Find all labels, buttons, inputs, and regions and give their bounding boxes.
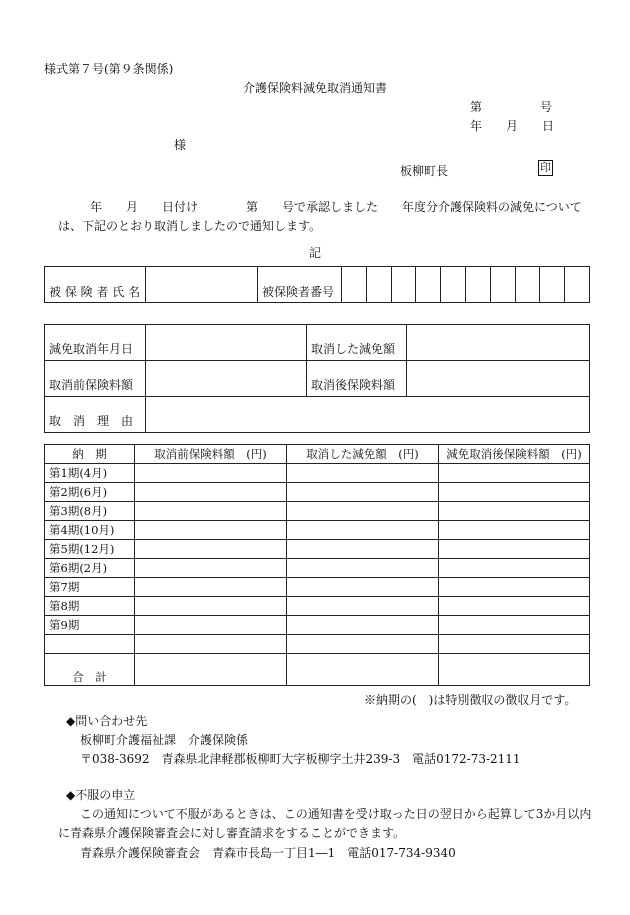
- digit-box[interactable]: [465, 267, 490, 303]
- digit-box[interactable]: [391, 267, 416, 303]
- document-number: [470, 98, 552, 115]
- number-label: 第: [470, 100, 483, 114]
- number-suffix: 号: [540, 100, 553, 114]
- insured-info-table: [44, 266, 590, 303]
- table-row: [45, 616, 590, 635]
- sender-name: 板柳町長: [400, 164, 449, 178]
- total-cell[interactable]: [287, 654, 439, 686]
- table-row: [45, 502, 590, 521]
- amount-cell[interactable]: [287, 521, 439, 540]
- amount-cell[interactable]: [287, 540, 439, 559]
- cancel-date-label: 減免取消年月日: [45, 325, 146, 361]
- amount-cell[interactable]: [439, 578, 590, 597]
- special-collection-note: ※納期の( )は特別徴収の徴収月です。: [364, 693, 577, 707]
- amount-cell[interactable]: [287, 464, 439, 483]
- objection-line-2: に青森県介護保険審査会に対し審査請求をすることができます。: [58, 826, 406, 840]
- column-header: 取消前保険料額 (円): [135, 445, 287, 464]
- period-label: 第6期(2月): [45, 559, 135, 578]
- amount-cell[interactable]: [135, 540, 287, 559]
- form-number: 様式第７号(第９条関係): [44, 62, 174, 76]
- before-premium-label: 取消前保険料額: [45, 361, 146, 397]
- month-label: 月: [506, 119, 519, 133]
- after-premium-label: 取消後保険料額: [307, 361, 407, 397]
- amount-cell[interactable]: [135, 616, 287, 635]
- insured-name-field[interactable]: [146, 267, 258, 303]
- installment-table: [44, 444, 590, 686]
- period-label: 第5期(12月): [45, 540, 135, 559]
- inquiry-heading: ◆問い合わせ先: [66, 714, 148, 728]
- objection-line-1: この通知について不服があるときは、この通知書を受け取った日の翌日から起算して3か月以内: [80, 807, 592, 821]
- table-row: [45, 521, 590, 540]
- amount-cell[interactable]: [135, 559, 287, 578]
- total-cell[interactable]: [439, 654, 590, 686]
- seal-mark: 印: [540, 161, 551, 174]
- amount-cell[interactable]: [287, 597, 439, 616]
- period-label: 第9期: [45, 616, 135, 635]
- cancellation-info-table: [44, 324, 590, 433]
- digit-box[interactable]: [515, 267, 540, 303]
- table-row: [45, 597, 590, 616]
- amount-cell[interactable]: [439, 635, 590, 654]
- column-header: 減免取消後保険料額 (円): [439, 445, 590, 464]
- period-label: 第2期(6月): [45, 483, 135, 502]
- amount-cell[interactable]: [287, 483, 439, 502]
- period-label: 第3期(8月): [45, 502, 135, 521]
- amount-cell[interactable]: [439, 502, 590, 521]
- amount-cell[interactable]: [439, 597, 590, 616]
- table-row: [45, 483, 590, 502]
- insured-name-label: 被 保 険 者 氏 名: [45, 267, 146, 303]
- column-header: 納 期: [45, 445, 135, 464]
- amount-cell[interactable]: [287, 616, 439, 635]
- before-premium-field[interactable]: [146, 361, 307, 397]
- period-label: [45, 635, 135, 654]
- inquiry-department: 板柳町介護福祉課 介護保険係: [80, 733, 249, 747]
- amount-cell[interactable]: [439, 559, 590, 578]
- table-row: [45, 559, 590, 578]
- after-premium-field[interactable]: [407, 361, 590, 397]
- table-row: [45, 635, 590, 654]
- period-label: 第7期: [45, 578, 135, 597]
- objection-contact: 青森県介護保険審査会 青森市長島一丁目1―1 電話017-734-9340: [80, 846, 456, 860]
- amount-cell[interactable]: [135, 597, 287, 616]
- amount-cell[interactable]: [439, 540, 590, 559]
- document-title: 介護保険料減免取消通知書: [242, 81, 387, 95]
- table-row: [45, 464, 590, 483]
- digit-box[interactable]: [540, 267, 565, 303]
- amount-cell[interactable]: [135, 521, 287, 540]
- amount-cell[interactable]: [287, 635, 439, 654]
- inquiry-address: 〒038-3692 青森県北津軽郡板柳町大字板柳字土井239-3 電話0172-73-2111: [80, 752, 521, 766]
- period-label: 第1期(4月): [45, 464, 135, 483]
- total-row: [45, 654, 590, 686]
- period-label: 第4期(10月): [45, 521, 135, 540]
- body-line-2: は、下記のとおり取消しましたので通知します。: [58, 219, 322, 233]
- ki-heading: 記: [308, 246, 321, 260]
- objection-heading: ◆不服の申立: [66, 788, 136, 802]
- body-line-1: 年 月 日付け 第 号で承認しました 年度分介護保険料の減免について: [90, 200, 582, 214]
- amount-cell[interactable]: [287, 559, 439, 578]
- reason-field[interactable]: [146, 397, 590, 433]
- cancelled-amount-field[interactable]: [407, 325, 590, 361]
- total-cell[interactable]: [135, 654, 287, 686]
- amount-cell[interactable]: [135, 464, 287, 483]
- issue-date: [470, 117, 554, 134]
- day-label: 日: [542, 119, 555, 133]
- amount-cell[interactable]: [439, 464, 590, 483]
- year-label: 年: [470, 119, 483, 133]
- amount-cell[interactable]: [439, 521, 590, 540]
- digit-box[interactable]: [565, 267, 590, 303]
- total-label: 合 計: [45, 654, 135, 686]
- digit-box[interactable]: [342, 267, 367, 303]
- amount-cell[interactable]: [439, 616, 590, 635]
- table-row: [45, 578, 590, 597]
- digit-box[interactable]: [416, 267, 441, 303]
- amount-cell[interactable]: [135, 578, 287, 597]
- addressee-suffix: 様: [174, 138, 187, 152]
- reason-label: 取 消 理 由: [45, 397, 146, 433]
- cancel-date-field[interactable]: [146, 325, 307, 361]
- digit-box[interactable]: [441, 267, 466, 303]
- amount-cell[interactable]: [135, 635, 287, 654]
- insured-number-label: 被保険者番号: [258, 267, 342, 303]
- column-header: 取消した減免額 (円): [287, 445, 439, 464]
- amount-cell[interactable]: [287, 502, 439, 521]
- cancelled-amount-label: 取消した減免額: [307, 325, 407, 361]
- amount-cell[interactable]: [135, 502, 287, 521]
- table-row: [45, 540, 590, 559]
- amount-cell[interactable]: [287, 578, 439, 597]
- amount-cell[interactable]: [439, 483, 590, 502]
- digit-box[interactable]: [490, 267, 515, 303]
- digit-box[interactable]: [366, 267, 391, 303]
- period-label: 第8期: [45, 597, 135, 616]
- amount-cell[interactable]: [135, 483, 287, 502]
